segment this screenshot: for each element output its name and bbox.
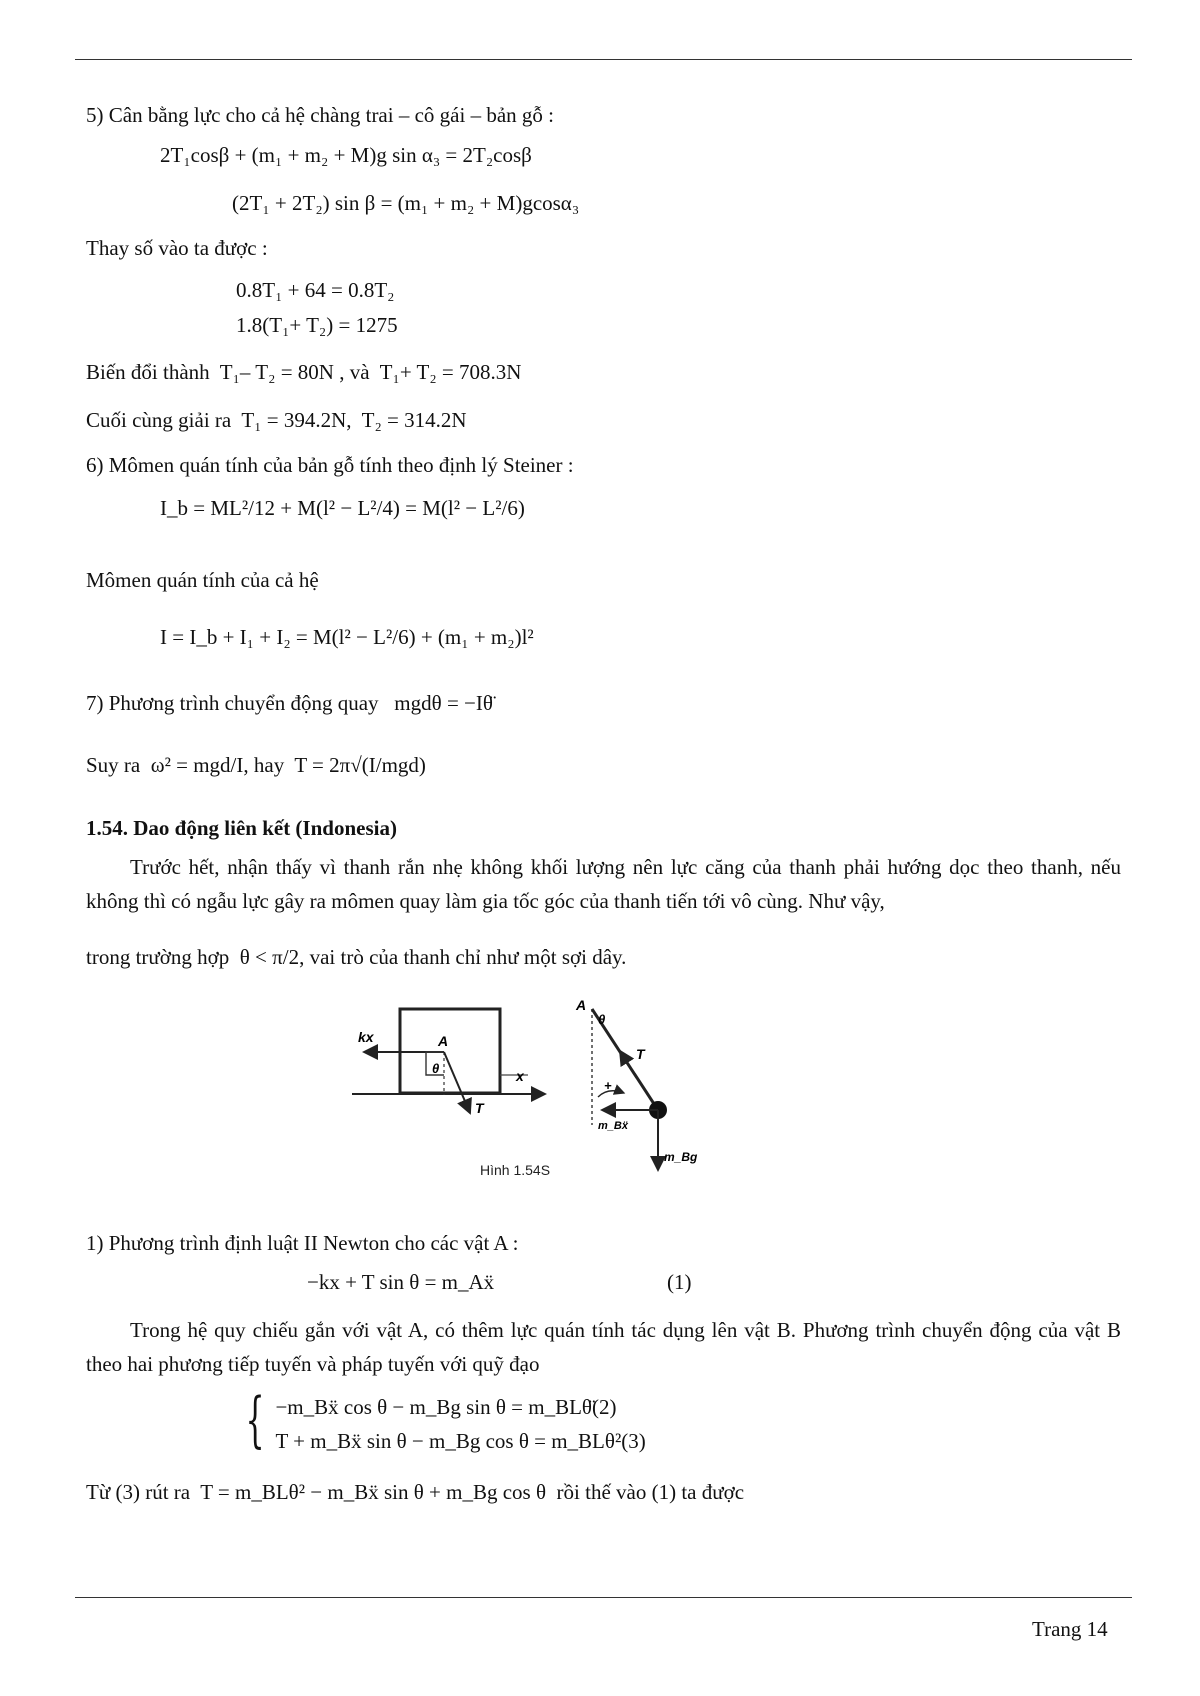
eq-text: (2T₁ + 2T₂) sin β = (m₁ + m₂ + M)gcosα₃ — [232, 191, 580, 215]
substitution-b: rồi thế vào (1) ta được — [556, 1480, 745, 1504]
eq-text: −kx + T sin θ = m_Aẍ — [307, 1270, 495, 1294]
steiner-equation — [160, 494, 525, 522]
cuoi-cung-sep: , — [346, 408, 352, 432]
a-label-right: A — [576, 997, 587, 1013]
system-brace: { — [245, 1385, 265, 1455]
cuoi-cung-eq-1: T₁ = 394.2N — [241, 408, 347, 432]
system-lines — [275, 1390, 645, 1458]
section7-line — [86, 690, 493, 716]
figure-1-54s — [340, 995, 720, 1180]
mbg-label: m_Bg — [664, 1150, 698, 1164]
eq-text: 2T₁cosβ + (m₁ + m₂ + M)g sin α₃ = 2T₂cosβ — [160, 143, 532, 167]
header-rule — [75, 59, 1132, 60]
section7-title: 7) Phương trình chuyển động quay — [86, 691, 379, 715]
angle-condition: θ < π/2 — [239, 945, 300, 969]
cuoi-cung-label: Cuối cùng giải ra — [86, 408, 232, 432]
x-axis-label: x — [516, 1068, 524, 1084]
intro-tail-line — [86, 944, 626, 970]
period-equation: T = 2π√(I/mgd) — [294, 753, 426, 777]
numeric-equation-2 — [236, 311, 398, 339]
numeric-equation-1 — [236, 276, 394, 304]
a-label-left: A — [438, 1033, 449, 1049]
thay-so-label: Thay số vào ta được : — [86, 236, 268, 260]
newton-title: 1) Phương trình định luật II Newton cho các vật A : — [86, 1231, 519, 1255]
page-number: Trang 14 — [1032, 1617, 1108, 1641]
section6-title: 6) Mômen quán tính của bản gỗ tính theo định lý Steiner : — [86, 453, 574, 477]
section5-equation-1 — [160, 141, 532, 169]
section-heading: 1.54. Dao động liên kết (Indonesia) — [86, 816, 397, 840]
equation-system — [236, 1385, 646, 1458]
rotation-equation: mgdθ = −Iθ̈ — [394, 691, 493, 715]
substitution-line — [86, 1479, 744, 1505]
theta-label-right: θ — [598, 1012, 606, 1027]
section5-equation-2 — [232, 189, 579, 217]
intro-text: Trước hết, nhận thấy vì thanh rắn nhẹ không khối lượng nên lực căng của thanh phải hướng dọc theo thanh, nếu không thì có ngẫu lực gây ra mômen quay làm gia tốc góc của thanh tiến tới vô cùng. Như vậy, — [86, 855, 1121, 913]
eq-text: 0.8T₁ + 64 = 0.8T₂ — [236, 278, 395, 302]
intro-tail-b: , vai trò của thanh chỉ như một sợi dây. — [299, 945, 627, 969]
bien-doi-label: Biến đổi thành — [86, 360, 210, 384]
t-label-right: T — [636, 1046, 645, 1062]
suy-ra-label: Suy ra — [86, 753, 141, 777]
intro-paragraph — [86, 850, 1121, 918]
eq-text: 1.8(T₁+ T₂) = 1275 — [236, 313, 398, 337]
kx-label: kx — [358, 1029, 374, 1045]
bien-doi-eq-1: T₁– T₂ = 80N — [219, 360, 334, 384]
suy-ra-line — [86, 752, 426, 778]
figure-caption: Hình 1.54S — [480, 1162, 551, 1178]
cuoi-cung-line — [86, 407, 467, 433]
system-inertia-equation — [160, 623, 534, 651]
mbx-label: m_Bẍ — [598, 1120, 628, 1132]
theta-label-left: θ — [432, 1061, 440, 1076]
frame-text: Trong hệ quy chiếu gắn với vật A, có thêm lực quán tính tác dụng lên vật B. Phương trình chuyển động của vật B theo hai phương tiếp tuyến và pháp tuyến với quỹ đạo — [86, 1318, 1121, 1376]
eq-text: I = I_b + I₁ + I₂ = M(l² − L²/6) + (m₁ + m₂)l² — [160, 625, 534, 649]
substitution-a: Từ (3) rút ra — [86, 1480, 191, 1504]
section5-title: 5) Cân bằng lực cho cả hệ chàng trai – cô gái – bản gỗ : — [86, 103, 554, 127]
t-label-left: T — [475, 1100, 484, 1116]
footer-rule — [75, 1597, 1132, 1598]
he-inertia-label: Mômen quán tính của cả hệ — [86, 568, 319, 592]
plus-label: + — [604, 1078, 612, 1093]
bien-doi-and: , và — [339, 360, 370, 384]
intro-tail-a: trong trường hợp — [86, 945, 230, 969]
hay-label: , hay — [243, 753, 285, 777]
tension-expression: T = m_BLθ² − m_Bẍ sin θ + m_Bg cos θ — [200, 1480, 547, 1504]
frame-paragraph — [86, 1313, 1121, 1381]
equation-2: −m_Bẍ cos θ − m_Bg sin θ = m_BLθ̈(2) — [275, 1395, 617, 1419]
omega-equation: ω² = mgd/I — [150, 753, 244, 777]
cuoi-cung-eq-2: T₂ = 314.2N — [361, 408, 467, 432]
equation-1 — [307, 1268, 494, 1296]
equation-3: T + m_Bẍ sin θ − m_Bg cos θ = m_BLθ²(3) — [275, 1429, 646, 1453]
bien-doi-line — [86, 359, 521, 385]
tension-arrow-left — [444, 1052, 470, 1113]
bien-doi-eq-2: T₁+ T₂ = 708.3N — [379, 360, 522, 384]
tension-arrow-right — [620, 1051, 630, 1067]
equation-1-number: (1) — [667, 1270, 692, 1294]
eq-text: I_b = ML²/12 + M(l² − L²/4) = M(l² − L²/6) — [160, 496, 525, 520]
